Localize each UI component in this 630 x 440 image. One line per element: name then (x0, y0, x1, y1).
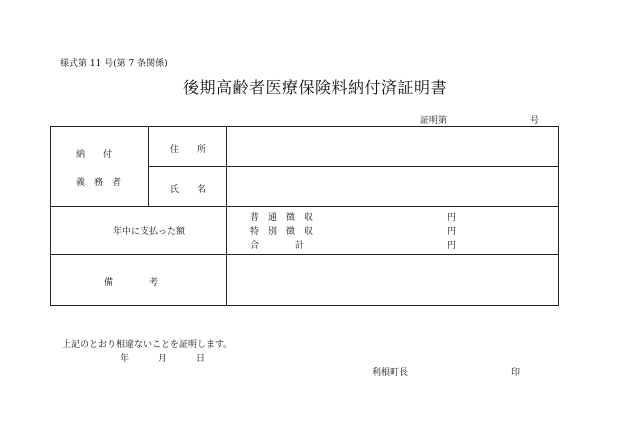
row-divider-amount-remarks (50, 254, 559, 255)
address-field[interactable] (230, 130, 555, 162)
remarks-field[interactable] (230, 258, 555, 302)
col-divider-payer (148, 126, 149, 206)
name-label: 氏 名 (170, 185, 207, 195)
special-collection-label: 特 別 徴 収 (250, 227, 314, 237)
payer-label-line-2: 義 務 者 (76, 178, 122, 188)
certificate-number-suffix: 号 (530, 116, 540, 126)
ordinary-collection-unit: 円 (447, 213, 457, 223)
date-year: 年 (120, 354, 130, 364)
address-label: 住 所 (170, 145, 207, 155)
row-divider-address-name (148, 166, 559, 167)
row-divider-payer-amount (50, 206, 559, 207)
total-label: 合 計 (250, 241, 305, 251)
form-number: 様式第 11 号(第 7 条関係) (60, 59, 168, 69)
col-divider-main (226, 126, 227, 306)
ordinary-collection-label: 普 通 徴 収 (250, 213, 314, 223)
annual-paid-label: 年中に支払った額 (113, 227, 186, 237)
remarks-label: 備 考 (104, 278, 159, 288)
total-unit: 円 (447, 241, 457, 251)
date-day: 日 (196, 354, 206, 364)
name-field[interactable] (230, 170, 555, 202)
seal-mark: 印 (511, 368, 521, 378)
certificate-number-label: 証明第 (420, 116, 448, 126)
special-collection-unit: 円 (447, 227, 457, 237)
date-month: 月 (158, 354, 168, 364)
payer-label-line-1: 納 付 (76, 150, 113, 160)
document-title: 後期高齢者医療保険料納付済証明書 (182, 78, 447, 97)
certification-statement: 上記のとおり相違ないことを証明します。 (62, 340, 233, 350)
issuer-title: 利根町長 (372, 368, 409, 378)
